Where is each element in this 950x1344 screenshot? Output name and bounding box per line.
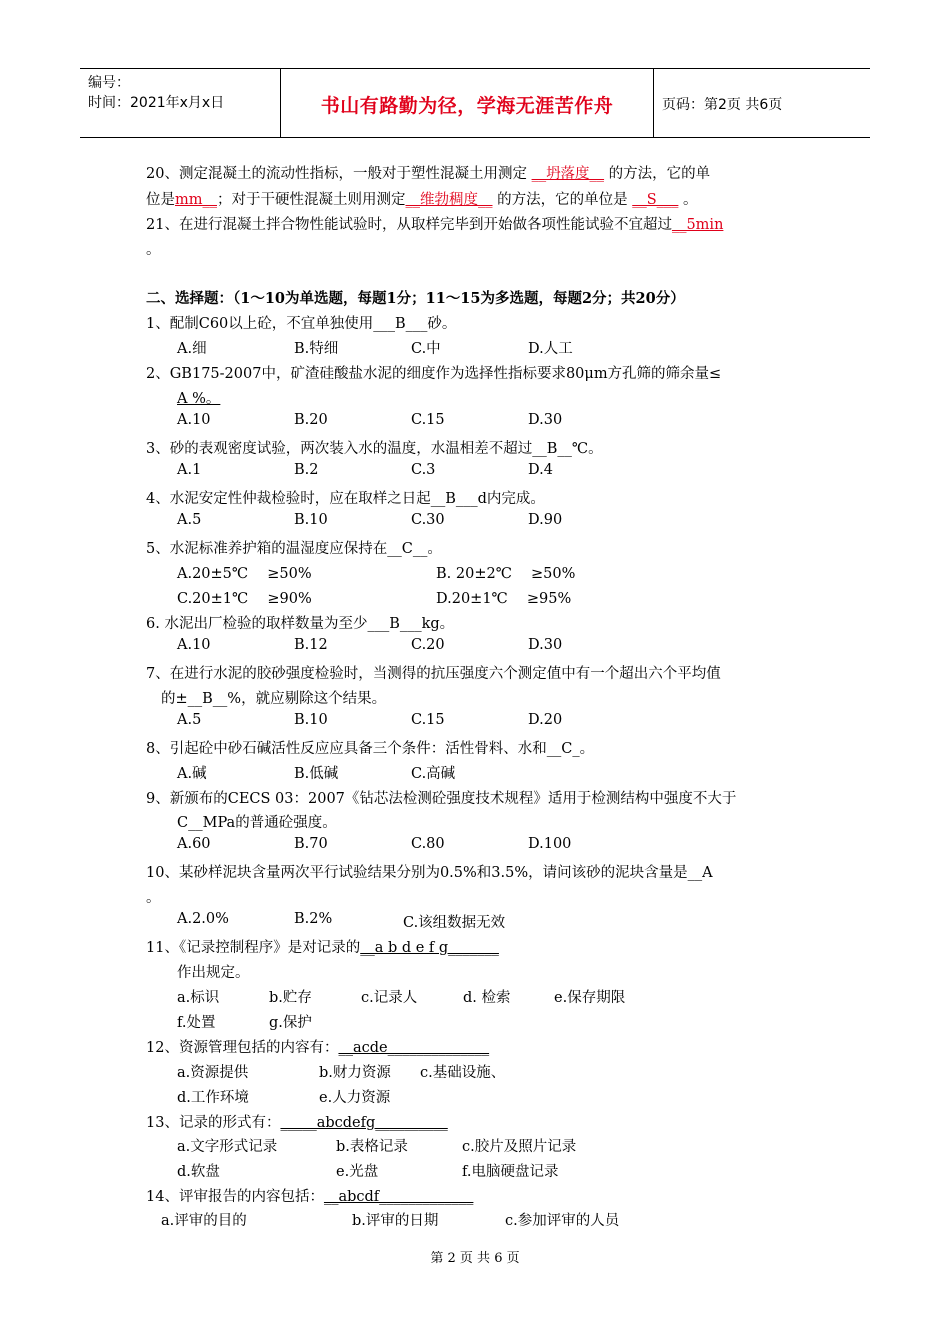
- option: B.12: [294, 637, 328, 653]
- answer-blank: __坍落度__: [531, 166, 605, 182]
- question-4: 4、水泥安定性仲裁检验时，应在取样之日起__B___d内完成。: [146, 491, 545, 507]
- page-footer: 第 2 页 共 6 页: [430, 1251, 520, 1266]
- option: c.记录人: [361, 990, 418, 1006]
- option: a.文字形式记录: [177, 1139, 278, 1155]
- option: a.标识: [177, 990, 220, 1006]
- question-text: 12、资源管理包括的内容有：: [146, 1040, 339, 1056]
- option: e.光盘: [336, 1164, 379, 1180]
- option: C.20±1℃ ≥90%: [177, 591, 312, 607]
- option: c.参加评审的人员: [505, 1213, 620, 1229]
- answer-blank: mm__: [175, 192, 217, 208]
- answer-blank: __a b d e f g_______: [360, 940, 499, 956]
- question-text: 的方法，它的单: [604, 166, 711, 182]
- question-12-line-1: [146, 1036, 489, 1057]
- option: D.20: [528, 712, 563, 728]
- option: d.工作环境: [177, 1090, 249, 1106]
- option: C.15: [411, 412, 445, 428]
- option: B. 20±2℃ ≥50%: [436, 566, 576, 582]
- answer-blank: __S___: [632, 192, 679, 208]
- page-header: [80, 68, 870, 138]
- question-3: 3、砂的表观密度试验，两次装入水的温度，水温相差不超过__B__℃。: [146, 441, 603, 457]
- option: B.10: [294, 712, 328, 728]
- option: c.胶片及照片记录: [462, 1139, 577, 1155]
- option: d.软盘: [177, 1164, 220, 1180]
- option: B.2: [294, 462, 319, 478]
- question-6: 6. 水泥出厂检验的取样数量为至少___B___kg。: [146, 616, 455, 632]
- option: D.30: [528, 412, 563, 428]
- option: A.5: [177, 712, 202, 728]
- question-9-line-2: C__MPa的普通砼强度。: [177, 815, 337, 831]
- answer-blank: __acde______________: [338, 1040, 490, 1056]
- question-8: 8、引起砼中砂石碱活性反应应具备三个条件：活性骨料、水和__C_。: [146, 741, 595, 757]
- option: C.3: [411, 462, 436, 478]
- motto-text: 书山有路勤为径，学海无涯苦作舟: [320, 95, 614, 117]
- option: C.15: [411, 712, 445, 728]
- option: e.保存期限: [554, 990, 626, 1006]
- option: b.财力资源: [319, 1065, 391, 1081]
- option: D.30: [528, 637, 563, 653]
- page-info: 页码：第2页 共6页: [662, 97, 783, 113]
- option: A.2.0%: [177, 911, 229, 927]
- option: A.20±5℃ ≥50%: [177, 566, 312, 582]
- option: D.20±1℃ ≥95%: [436, 591, 572, 607]
- question-7-line-1: 7、在进行水泥的胶砂强度检验时，当测得的抗压强度六个测定值中有一个超出六个平均值: [146, 666, 721, 682]
- option: B.低碱: [294, 766, 339, 782]
- header-page-cell: [654, 69, 870, 137]
- question-5: 5、水泥标准养护箱的温湿度应保持在__C__。: [146, 541, 442, 557]
- option: A.10: [177, 637, 211, 653]
- option: c.基础设施、: [420, 1065, 506, 1081]
- option: d. 检索: [463, 990, 511, 1006]
- question-1: 1、配制C60以上砼，不宜单独使用___B___砂。: [146, 316, 457, 332]
- option: C.30: [411, 512, 445, 528]
- option: e.人力资源: [319, 1090, 391, 1106]
- question-text: 11、《记录控制程序》是对记录的: [146, 940, 361, 956]
- header-motto-cell: [281, 69, 654, 137]
- question-21-line-2: 。: [146, 242, 161, 258]
- option: D.4: [528, 462, 553, 478]
- option: C.该组数据无效: [403, 915, 506, 931]
- option: B.10: [294, 512, 328, 528]
- option: A.1: [177, 462, 202, 478]
- question-text: 20、测定混凝土的流动性指标，一般对于塑性混凝土用测定: [146, 166, 532, 182]
- question-14-line-1: [146, 1185, 473, 1206]
- question-text: 位是: [146, 192, 175, 208]
- answer-blank: __维勃稠度__: [405, 192, 493, 208]
- answer-blank: __abcdf_____________: [323, 1189, 474, 1205]
- answer-blank: _____abcdefg__________: [280, 1115, 448, 1131]
- option: D.90: [528, 512, 563, 528]
- option: A.5: [177, 512, 202, 528]
- question-text: 14、评审报告的内容包括：: [146, 1189, 324, 1205]
- header-meta-cell: [80, 69, 281, 137]
- option: D.人工: [528, 341, 573, 357]
- section-title: 二、选择题：（1～10为单选题，每题1分；11～15为多选题，每题2分；共20分）: [146, 290, 685, 307]
- option: A.细: [177, 341, 207, 357]
- option: C.20: [411, 637, 445, 653]
- question-20-line-1: [146, 162, 710, 183]
- question-10-line-2: 。: [146, 890, 161, 906]
- option: a.评审的目的: [161, 1213, 247, 1229]
- option: f.处置: [177, 1015, 216, 1031]
- option: A.碱: [177, 766, 207, 782]
- option: A.10: [177, 412, 211, 428]
- question-text: 21、在进行混凝土拌合物性能试验时，从取样完毕到开始做各项性能试验不宜超过: [146, 217, 672, 233]
- option: g.保护: [269, 1015, 312, 1031]
- question-10-line-1: 10、某砂样泥块含量两次平行试验结果分别为0.5%和3.5%，请问该砂的泥块含量是__A: [146, 865, 713, 881]
- answer-blank: __5min: [671, 217, 724, 233]
- option: b.贮存: [269, 990, 312, 1006]
- option: A.60: [177, 836, 211, 852]
- question-text: 的方法，它的单位是: [492, 192, 633, 208]
- question-7-line-2: 的±__B__%，就应剔除这个结果。: [161, 691, 387, 707]
- option: D.100: [528, 836, 572, 852]
- option: B.特细: [294, 341, 339, 357]
- option: C.80: [411, 836, 445, 852]
- question-text: 。: [678, 192, 698, 208]
- option: f.电脑硬盘记录: [462, 1164, 559, 1180]
- question-11-line-1: [146, 936, 499, 957]
- option: B.70: [294, 836, 328, 852]
- number-label: 编号：: [88, 75, 130, 91]
- question-2-line-1: 2、GB175-2007中，矿渣硅酸盐水泥的细度作为选择性指标要求80μm方孔筛的筛余量≤: [146, 366, 722, 382]
- question-9-line-1: 9、新颁布的CECS 03：2007《钻芯法检测砼强度技术规程》适用于检测结构中强度不大于: [146, 791, 737, 807]
- option: b.表格记录: [336, 1139, 408, 1155]
- option: a.资源提供: [177, 1065, 249, 1081]
- question-2-line-2: A %。: [177, 391, 221, 407]
- option: C.高碱: [411, 766, 456, 782]
- question-21-line-1: [146, 213, 723, 234]
- time-label: 时间：2021年x月x日: [88, 95, 225, 111]
- question-20-line-2: [146, 188, 698, 209]
- option: b.评审的日期: [352, 1213, 439, 1229]
- question-11-line-2: 作出规定。: [177, 965, 250, 981]
- option: B.2%: [294, 911, 333, 927]
- option: C.中: [411, 341, 441, 357]
- question-text: ；对于干硬性混凝土则用测定: [217, 192, 406, 208]
- option: B.20: [294, 412, 328, 428]
- question-13-line-1: [146, 1111, 448, 1132]
- question-text: 13、记录的形式有：: [146, 1115, 281, 1131]
